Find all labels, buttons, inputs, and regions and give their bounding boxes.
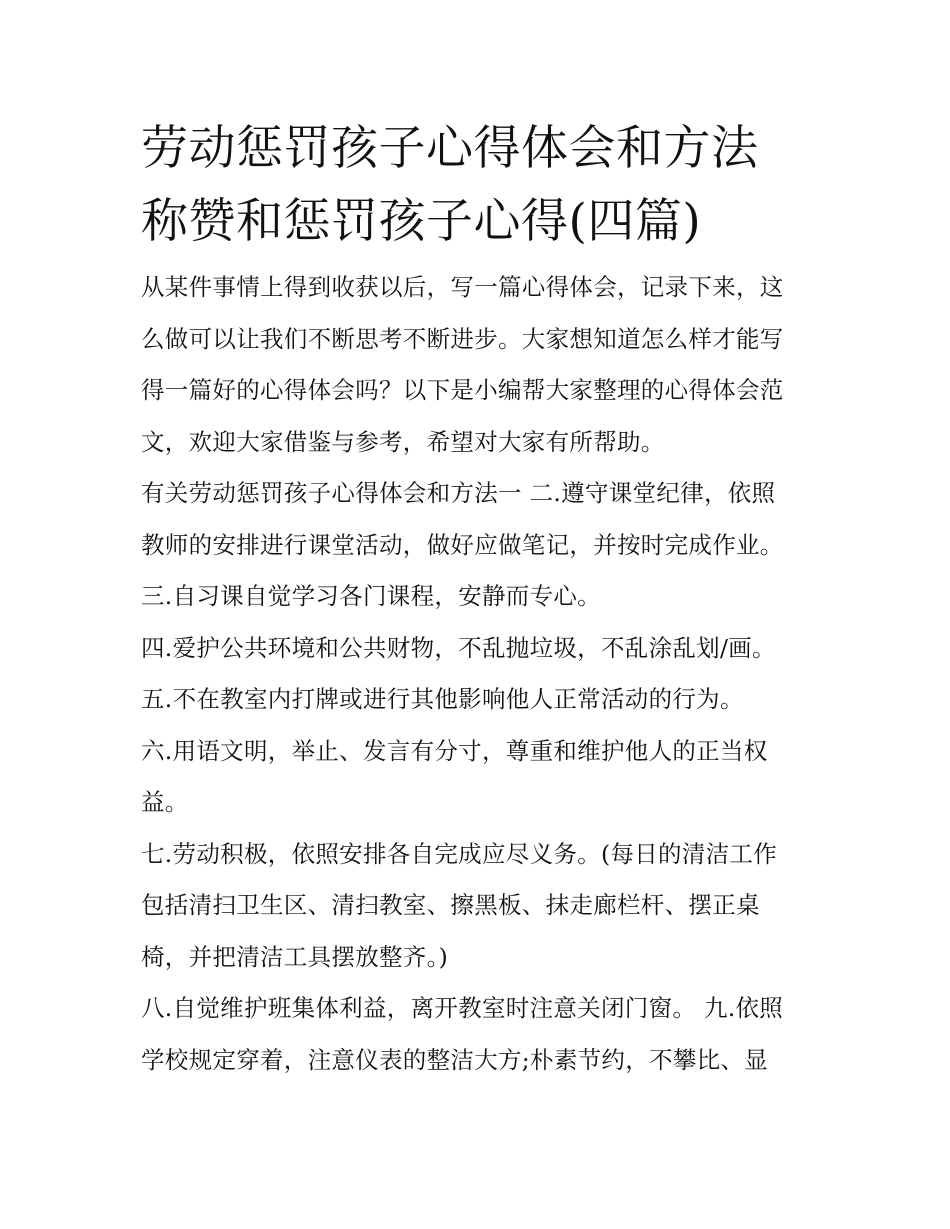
- document-content: [141, 112, 811, 1086]
- intro-paragraph: [141, 262, 811, 468]
- text-line: 学校规定穿着，注意仪表的整洁大方;朴素节约，不攀比、显: [141, 1045, 769, 1074]
- text-line: 么做可以让我们不断思考不断进步。大家想知道怎么样才能写: [141, 324, 784, 353]
- text-line: 四.爱护公共环境和公共财物，不乱抛垃圾，不乱涂乱划/画。: [141, 633, 776, 662]
- text-line: 从某件事情上得到收获以后，写一篇心得体会，记录下来，这: [141, 273, 784, 301]
- paragraph-item-2: [141, 468, 811, 571]
- text-line: 有关劳动惩罚孩子心得体会和方法一 二.遵守课堂纪律，依照: [141, 479, 776, 507]
- text-line: 椅，并把清洁工具摆放整齐。): [141, 942, 449, 971]
- text-line: 七.劳动积极，依照安排各自完成应尽义务。(每日的清洁工作: [141, 839, 778, 868]
- text-line: 文，欢迎大家借鉴与参考，希望对大家有所帮助。: [141, 427, 665, 456]
- paragraph-item-8-9: [141, 983, 811, 1086]
- title-line-2: 称赞和惩罚孩子心得(四篇): [141, 194, 702, 249]
- text-line: 包括清扫卫生区、清扫教室、擦黑板、抹走廊栏杆、摆正桌: [141, 891, 760, 919]
- text-line: 六.用语文明，举止、发言有分寸，尊重和维护他人的正当权: [141, 736, 768, 765]
- paragraph-item-6: [141, 726, 811, 829]
- paragraph-item-3: [141, 571, 811, 623]
- paragraph-item-7: [141, 829, 811, 984]
- text-line: 教师的安排进行课堂活动，做好应做笔记，并按时完成作业。: [141, 530, 784, 559]
- text-line: 三.自习课自觉学习各门课程，安静而专心。: [141, 582, 601, 610]
- paragraph-item-5: [141, 674, 811, 726]
- title-line-1: 劳动惩罚孩子心得体会和方法: [141, 121, 759, 176]
- paragraph-item-4: [141, 623, 811, 675]
- text-line: 益。: [141, 788, 189, 816]
- text-line: 八.自觉维护班集体利益，离开教室时注意关闭门窗。 九.依照: [141, 994, 784, 1022]
- document-title: [141, 112, 811, 258]
- text-line: 五.不在教室内打牌或进行其他影响他人正常活动的行为。: [141, 685, 744, 713]
- text-line: 得一篇好的心得体会吗？以下是小编帮大家整理的心得体会范: [141, 376, 784, 404]
